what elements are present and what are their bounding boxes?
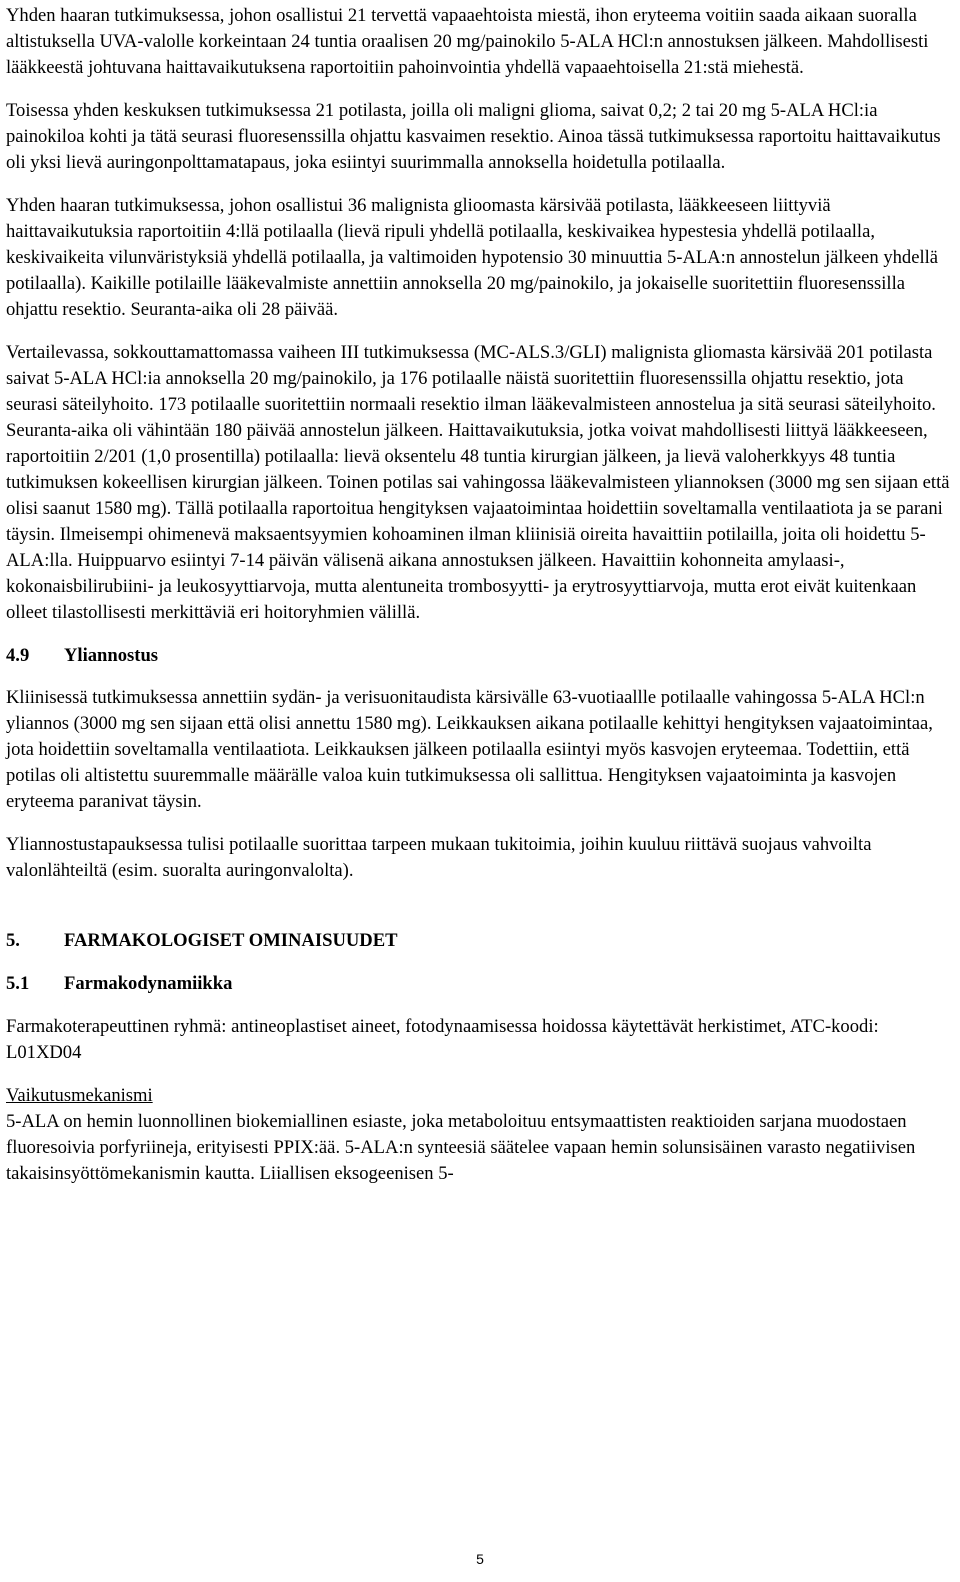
section-title: Yliannostus	[64, 645, 159, 666]
paragraph-pharmacotherapeutic-group: Farmakoterapeuttinen ryhmä: antineoplastiset aineet, fotodynaamisessa hoidossa käytettävät herkistimet, ATC-koodi: L01XD04	[6, 1016, 879, 1063]
paragraph-single-centre-study: Toisessa yhden keskuksen tutkimuksessa 21 potilasta, joilla oli maligni glioma, saivat 0,2; 2 tai 20 mg 5-ALA HCl:ia painokiloa kohti ja tätä seurasi fluoresenssilla ohjattu kasvaimen resektio. Ainoa tässä tutkimuksessa raportoitu haittavaikutus oli yksi lievä auringonpolttamatapaus, joka esiintyi suurimmalla annoksella hoidetulla potilaalla.	[6, 100, 941, 173]
paragraph-healthy-volunteers: Yhden haaran tutkimuksessa, johon osallistui 21 tervettä vapaaehtoista miestä, ihon eryteema voitiin saada aikaan suoralla altistuksella UVA-valolle korkeintaan 24 tuntia oraalisen 20 mg/painokilo 5-ALA HCl:n annostuksen jälkeen. Mahdollisesti lääkkeestä johtuvana haittavaikutuksena raportoitiin pahoinvointia yhdellä vapaaehtoisella 21:stä miehestä.	[6, 5, 929, 78]
section-number: 5.	[6, 930, 20, 951]
section-heading-5-1	[6, 971, 950, 997]
section-title: Farmakodynamiikka	[64, 973, 233, 994]
section-number: 4.9	[6, 645, 30, 666]
page-number: 5	[476, 1551, 484, 1567]
paragraph-single-arm-study: Yhden haaran tutkimuksessa, johon osallistui 36 malignista glioomasta kärsivää potilasta, lääkkeeseen liittyviä haittavaikutuksia raportoitiin 4:llä potilaalla (lievä ripuli yhdellä potilaalla, keskivaikea hypestesia yhdellä potilaalla, keskivaikeita vilunväristyksiä yhdellä potilaalla, ja valtimoiden hypotensio 30 minuuttia 5-ALA:n annostelun jälkeen yhdellä potilaalla). Kaikille potilaille lääkevalmiste annettiin annoksella 20 mg/painokilo, ja jokaiselle suoritettiin fluoresenssilla ohjattu resektio. Seuranta-aika oli 28 päivää.	[6, 195, 939, 320]
paragraph-overdose-case: Kliinisessä tutkimuksessa annettiin sydän- ja verisuonitaudista kärsivälle 63-vuotiaallle potilaalle vahingossa 5-ALA HCl:n yliannos (3000 mg sen sijaan että olisi annettu 1580 mg). Leikkauksen aikana potilaalle kehittyi hengityksen vajaatoimintaa, jota hoidettiin soveltamalla ventilaatiota. Leikkauksen jälkeen potilaalla esiintyi myös kasvojen eryteemaa. Todettiin, että potilas oli altistettu suuremmalle määrälle valoa kuin tutkimuksessa oli sallittua. Hengityksen vajaatoiminta ja kasvojen eryteema paranivat täysin.	[6, 687, 933, 812]
paragraph-phase-iii-study: Vertailevassa, sokkouttamattomassa vaiheen III tutkimuksessa (MC-ALS.3/GLI) malignista gliomasta kärsivää 201 potilasta saivat 5-ALA HCl:ia annoksella 20 mg/painokilo, ja 176 potilaalle näistä suoritettiin fluoresenssilla ohjattu resektio, jota seurasi säteilyhoito. 173 potilaalle suoritettiin normaali resektio ilman lääkevalmisteen annostelua ja sitä seurasi säteilyhoito. Seuranta-aika oli vähintään 180 päivää annostelun jälkeen. Haittavaikutuksia, jotka voivat mahdollisesti liittyä lääkkeeseen, raportoitiin 2/201 (1,0 prosentilla) potilaalla: lievä oksentelu 48 tuntia kirurgian jälkeen, ja lievä valoherkkyys 48 tuntia tutkimuksen kokeellisen kirurgian jälkeen. Toinen potilas sai vahingossa lääkevalmisteen yliannoksen (3000 mg sen sijaan että olisi saanut 1580 mg). Tällä potilaalla raportoitua hengityksen vajaatoimintaa hoidettiin soveltamalla ventilaatiota ja se parani täysin. Ilmeisempi ohimenevä maksaentsyymien kohoaminen ilman kliinisiä oireita havaittiin potilailla, joita oli hoidettu 5-ALA:lla. Huippuarvo esiintyi 7-14 päivän välisenä aikana annostuksen jälkeen. Havaittiin kohonneita amylaasi-, kokonaisbilirubiini- ja leukosyyttiarvoja, mutta alentuneita trombosyytti- ja erytrosyyttiarvoja, mutta erot eivät kuitenkaan olleet tilastollisesti merkittäviä eri hoitoryhmien välillä.	[6, 342, 950, 623]
section-number: 5.1	[6, 973, 30, 994]
mechanism-heading	[6, 1083, 950, 1109]
mechanism-heading-text: Vaikutusmekanismi	[6, 1085, 153, 1106]
section-heading-4-9	[6, 643, 950, 669]
paragraph-mechanism: 5-ALA on hemin luonnollinen biokemiallinen esiaste, joka metaboloituu entsymaattisten reaktioiden sarjana muodostaen fluoresoivia porfyriineja, erityisesti PPIX:ää. 5-ALA:n synteesiä säätelee vapaan hemin solunsisäinen varasto negatiivisen takaisinsyöttömekanismin kautta. Liiallisen eksogeenisen 5-	[6, 1111, 916, 1184]
section-title: FARMAKOLOGISET OMINAISUUDET	[64, 930, 398, 951]
paragraph-overdose-management: Yliannostustapauksessa tulisi potilaalle suorittaa tarpeen mukaan tukitoimia, joihin kuuluu riittävä suojaus vahvoilta valonlähteiltä (esim. suoralta auringonvalolta).	[6, 834, 872, 881]
document-page	[6, 3, 950, 1205]
section-heading-5	[6, 928, 950, 954]
